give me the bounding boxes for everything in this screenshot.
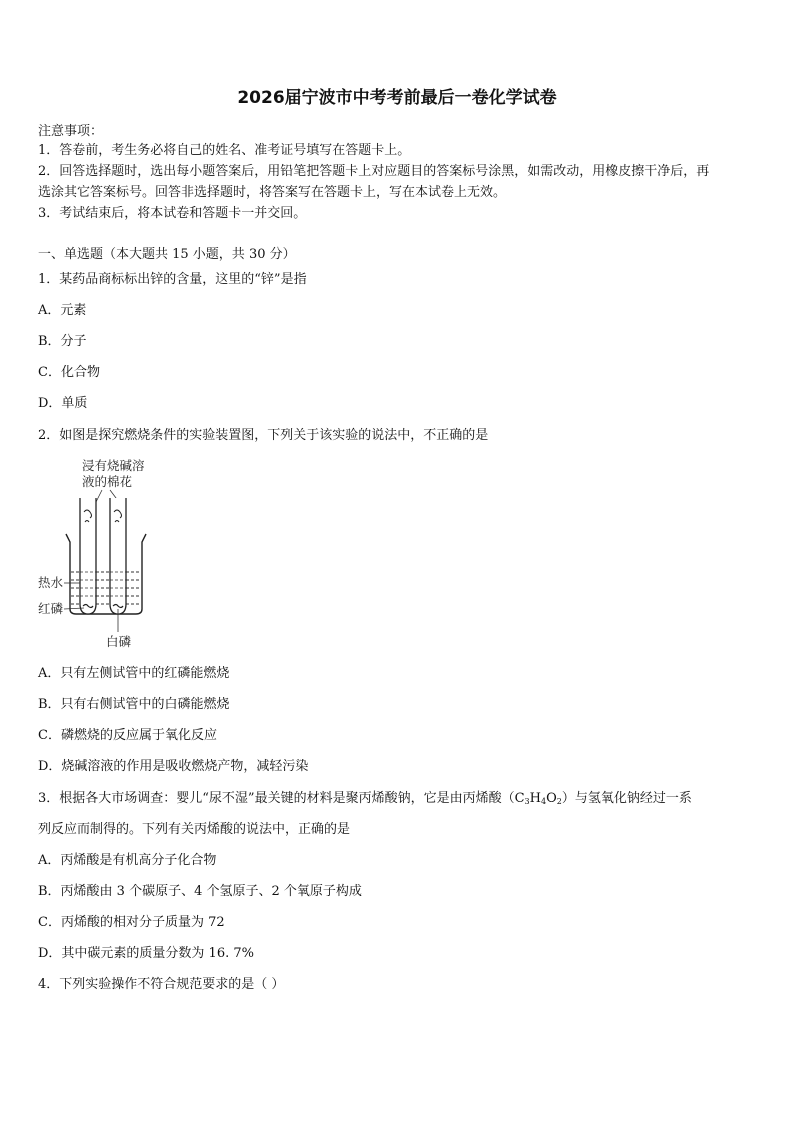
question-1-stem: 1．某药品商标标出锌的含量，这里的“锌”是指 bbox=[38, 272, 307, 287]
test-tube-left bbox=[80, 498, 96, 614]
question-1-option-d: D．单质 bbox=[38, 396, 88, 411]
question-3-stem-line2: 列反应而制得的。下列有关丙烯酸的说法中，正确的是 bbox=[38, 822, 351, 837]
question-1-option-a: A．元素 bbox=[38, 303, 87, 318]
question-3-option-b: B．丙烯酸由 3 个碳原子、4 个氢原子、2 个氧原子构成 bbox=[38, 884, 362, 899]
notice-line: 2．回答选择题时，选出每小题答案后，用铅笔把答题卡上对应题目的答案标号涂黑，如需改动，用橡皮擦干净后，再 bbox=[38, 164, 710, 179]
question-3-stem: 3．根据各大市场调查：婴儿“尿不湿”最关键的材料是聚丙烯酸钠，它是由丙烯酸$(C_3H_4O_2)$与氢氧化钠经过一系 bbox=[38, 791, 692, 806]
question-2-option-c: C．磷燃烧的反应属于氧化反应 bbox=[38, 728, 217, 743]
notice-line: 1．答卷前，考生务必将自己的姓名、准考证号填写在答题卡上。 bbox=[38, 143, 411, 158]
figure-label-cotton: 浸有烧碱溶 bbox=[82, 458, 145, 473]
notice-line: 3．考试结束后，将本试卷和答题卡一并交回。 bbox=[38, 206, 307, 221]
combustion-apparatus-figure bbox=[36, 454, 166, 654]
notice-line: 选涂其它答案标号。回答非选择题时，将答案写在答题卡上，写在本试卷上无效。 bbox=[38, 185, 507, 200]
question-2-stem: 2．如图是探究燃烧条件的实验装置图，下列关于该实验的说法中，不正确的是 bbox=[38, 428, 489, 443]
question-1-option-b: B．分子 bbox=[38, 334, 87, 349]
beaker bbox=[66, 534, 146, 614]
question-1-option-c: C．化合物 bbox=[38, 365, 100, 380]
test-tube-right bbox=[110, 498, 126, 614]
question-3-option-a: A．丙烯酸是有机高分子化合物 bbox=[38, 853, 217, 868]
figure-label-cotton: 液的棉花 bbox=[82, 474, 133, 489]
figure-label-hot-water: 热水 bbox=[38, 575, 64, 590]
question-2-option-d: D．烧碱溶液的作用是吸收燃烧产物，减轻污染 bbox=[38, 759, 309, 774]
question-4-stem: 4．下列实验操作不符合规范要求的是（ ） bbox=[38, 977, 285, 992]
question-2-option-a: A．只有左侧试管中的红磷能燃烧 bbox=[38, 666, 230, 681]
page-title: 2026届宁波市中考考前最后一卷化学试卷 bbox=[237, 88, 557, 108]
notice-heading: 注意事项： bbox=[38, 124, 104, 139]
chemical-formula: $C_3H_4O_2$ bbox=[514, 791, 562, 806]
question-3-option-c: C．丙烯酸的相对分子质量为 72 bbox=[38, 915, 225, 930]
question-2-option-b: B．只有右侧试管中的白磷能燃烧 bbox=[38, 697, 230, 712]
section-heading: 一、单选题（本大题共 15 小题，共 30 分） bbox=[38, 247, 296, 262]
figure-label-red-phosphorus: 红磷 bbox=[38, 601, 64, 616]
figure-label-white-phosphorus: 白磷 bbox=[106, 634, 132, 649]
question-3-option-d: D．其中碳元素的质量分数为 16. 7% bbox=[38, 946, 254, 961]
